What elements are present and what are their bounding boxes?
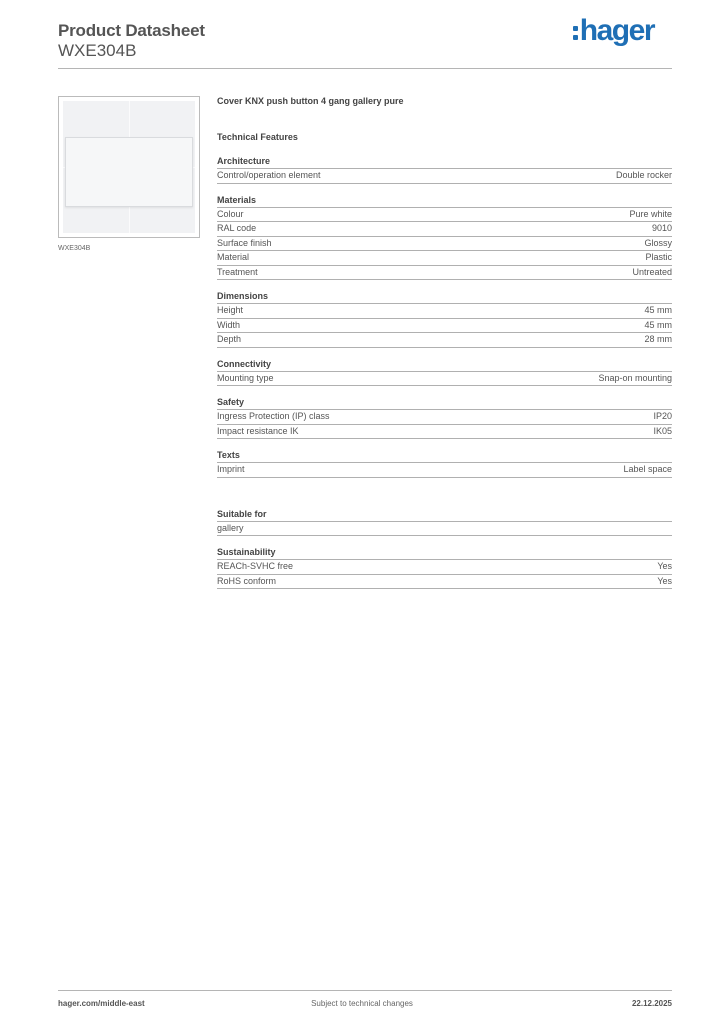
section-safety <box>217 396 672 439</box>
spec-label: Depth <box>217 334 242 344</box>
spec-label: Control/operation element <box>217 170 321 180</box>
spec-row <box>217 333 672 348</box>
spec-row <box>217 222 672 237</box>
spec-row <box>217 266 672 281</box>
section-connectivity <box>217 358 672 387</box>
section-sustainability <box>217 546 672 589</box>
section-title: Materials <box>217 194 672 208</box>
spec-label: Treatment <box>217 266 258 277</box>
document-header <box>58 20 205 61</box>
spec-row <box>217 410 672 425</box>
section-suitable-for <box>217 508 672 537</box>
switch-plate-icon <box>63 101 195 233</box>
spec-row <box>217 251 672 266</box>
section-title: Connectivity <box>217 358 672 372</box>
section-materials <box>217 194 672 281</box>
spec-value: 45 mm <box>644 305 672 315</box>
logo-text: hager <box>579 14 654 47</box>
spec-row <box>217 169 672 184</box>
section-title: Safety <box>217 396 672 410</box>
spec-value: 28 mm <box>644 334 672 344</box>
section-texts <box>217 449 672 478</box>
spec-row <box>217 237 672 252</box>
spec-label: REACh-SVHC free <box>217 561 294 571</box>
spec-label: Ingress Protection (IP) class <box>217 411 330 421</box>
spec-row <box>217 463 672 478</box>
spec-label: Mounting type <box>217 372 274 383</box>
spec-label: Impact resistance IK <box>217 425 299 436</box>
hager-logo <box>573 16 654 46</box>
spec-label: RoHS conform <box>217 575 277 586</box>
section-title: Dimensions <box>217 290 672 304</box>
section-architecture <box>217 155 672 184</box>
section-title: Sustainability <box>217 546 672 560</box>
spec-value: Yes <box>657 561 672 571</box>
spec-value: Double rocker <box>615 170 672 180</box>
product-description: Cover KNX push button 4 gang gallery pure <box>217 96 404 106</box>
spec-label: Height <box>217 305 244 315</box>
spec-label: Colour <box>217 208 244 219</box>
product-code: WXE304B <box>58 41 137 60</box>
spec-value: Yes <box>657 575 672 586</box>
spec-value: Pure white <box>629 208 672 219</box>
spec-value: 45 mm <box>644 319 672 330</box>
spec-row <box>217 208 672 223</box>
footer-date: 22.12.2025 <box>631 999 672 1008</box>
section-dimensions <box>217 290 672 348</box>
footer-notice: Subject to technical changes <box>311 999 413 1008</box>
spec-value: IP20 <box>653 411 672 421</box>
spec-row <box>217 575 672 590</box>
product-image <box>58 96 200 238</box>
spec-value: Glossy <box>644 237 672 248</box>
spec-label: gallery <box>217 522 244 533</box>
spec-label: Imprint <box>217 464 245 474</box>
header-divider <box>58 68 672 69</box>
spec-label: RAL code <box>217 223 257 233</box>
spec-value: Label space <box>623 464 672 474</box>
rocker-icon <box>65 137 193 207</box>
spec-label: Surface finish <box>217 237 272 248</box>
spec-value: 9010 <box>651 223 672 233</box>
spec-content <box>217 95 672 599</box>
spec-label: Material <box>217 252 250 262</box>
spec-row <box>217 425 672 440</box>
section-title: Architecture <box>217 155 672 169</box>
image-caption: WXE304B <box>58 245 91 252</box>
spec-value: Plastic <box>645 252 672 262</box>
spec-row <box>217 304 672 319</box>
section-title: Texts <box>217 449 672 463</box>
section-title: Suitable for <box>217 508 672 522</box>
spec-value: Snap-on mounting <box>598 372 672 383</box>
spec-row <box>217 560 672 575</box>
spec-value: Untreated <box>632 266 672 277</box>
footer-divider <box>58 990 672 991</box>
technical-features-heading: Technical Features <box>217 132 298 142</box>
spec-row <box>217 319 672 334</box>
spec-value: IK05 <box>653 425 672 436</box>
document-title: Product Datasheet <box>58 21 205 40</box>
spec-row <box>217 372 672 387</box>
logo-dots-icon <box>573 26 578 40</box>
footer-website-link[interactable]: hager.com/middle-east <box>58 999 145 1008</box>
spec-label: Width <box>217 319 241 330</box>
spec-row <box>217 522 672 537</box>
